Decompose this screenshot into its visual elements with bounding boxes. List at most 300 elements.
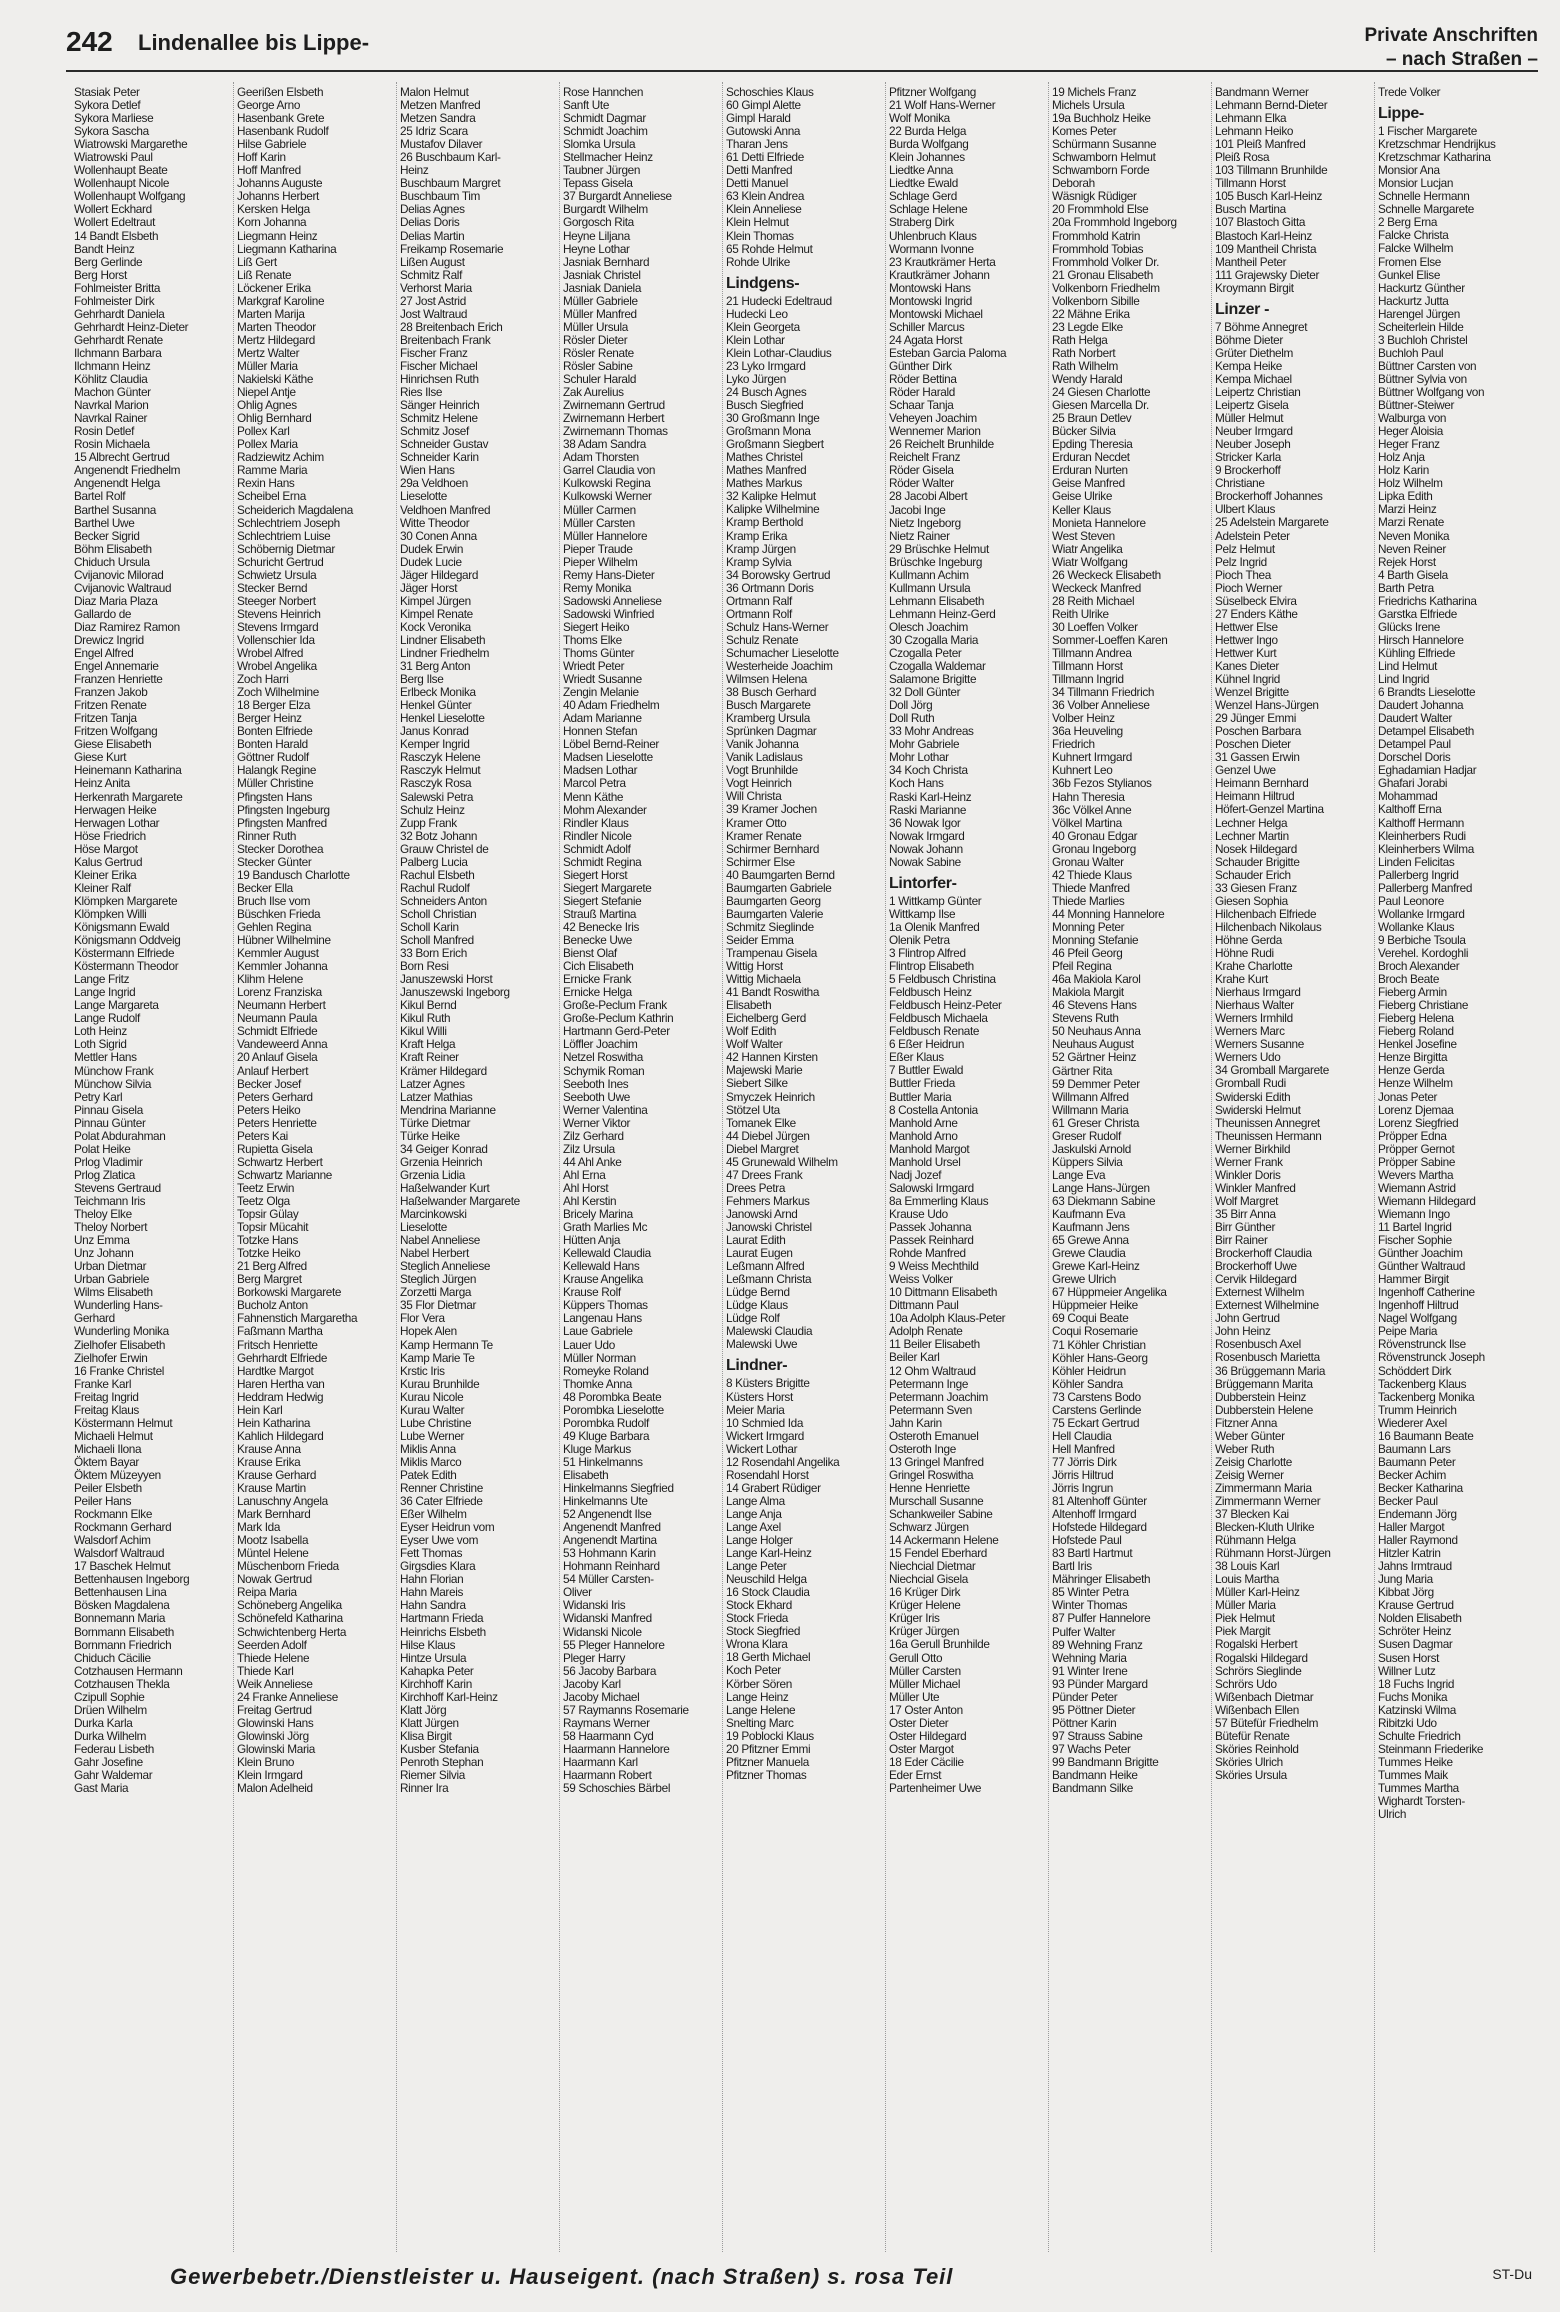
resident-entry: Snelting Marc — [726, 1715, 794, 1730]
resident-entry: Kluge Markus — [563, 1441, 631, 1456]
resident-entry: Werners Susanne — [1215, 1037, 1304, 1052]
resident-entry: Kemmler Johanna — [237, 959, 328, 974]
resident-entry: Bornmann Friedrich — [74, 1637, 172, 1652]
resident-entry: Majewski Marie — [726, 1063, 803, 1078]
resident-entry: Schmidt Joachim — [563, 124, 648, 139]
resident-entry: Jörris Hiltrud — [1052, 1467, 1114, 1482]
resident-entry: Grewe Claudia — [1052, 1246, 1126, 1261]
resident-entry: Neumann Herbert — [237, 998, 326, 1013]
resident-entry: Adam Marianne — [563, 711, 642, 726]
resident-entry: Fischer Sophie — [1378, 1233, 1452, 1248]
resident-entry: Louis Martha — [1215, 1572, 1279, 1587]
resident-entry: Pelz Helmut — [1215, 541, 1275, 556]
resident-entry: Weber Günter — [1215, 1428, 1285, 1443]
resident-entry: Klihm Helene — [237, 972, 303, 987]
resident-entry: Latzer Agnes — [400, 1076, 465, 1091]
resident-entry: Benecke Uwe — [563, 933, 632, 948]
resident-entry: Ilchmann Heinz — [74, 358, 151, 373]
resident-entry: Lange Hans-Jürgen — [1052, 1180, 1150, 1195]
resident-entry: Detti Manuel — [726, 176, 789, 191]
resident-entry: Mähringer Elisabeth — [1052, 1572, 1151, 1587]
resident-entry: Marzi Heinz — [1378, 502, 1437, 517]
resident-entry: Kemper Ingrid — [400, 737, 470, 752]
resident-entry: Zak Aurelius — [563, 385, 624, 400]
column-divider — [1211, 82, 1212, 2252]
resident-entry: 38 Louis Karl — [1215, 1559, 1280, 1574]
resident-entry: Laue Gabriele — [563, 1324, 633, 1339]
resident-entry: Haarmann Hannelore — [563, 1741, 670, 1756]
resident-entry: Wollert Edeltraut — [74, 215, 156, 230]
resident-entry: 107 Blastoch Gitta — [1215, 215, 1306, 230]
resident-entry: 15 Fendel Eberhard — [889, 1546, 987, 1561]
resident-entry: Oster Dieter — [889, 1715, 949, 1730]
resident-entry: Rasczyk Helmut — [400, 763, 481, 778]
resident-entry: Dorschel Doris — [1378, 750, 1451, 765]
resident-entry: Dittmann Paul — [889, 1298, 959, 1313]
resident-entry: Hinrichsen Ruth — [400, 372, 479, 387]
resident-entry: Schlage Gerd — [889, 189, 957, 204]
resident-entry: Körber Sören — [726, 1676, 792, 1691]
resident-entry: Müntel Helene — [237, 1546, 309, 1561]
resident-entry: Taubner Jürgen — [563, 163, 641, 178]
resident-entry: Mertz Hildegard — [237, 332, 316, 347]
resident-entry: Kullmann Achim — [889, 567, 969, 582]
resident-entry: Höse Friedrich — [74, 828, 146, 843]
resident-entry: Öktem Müzeyyen — [74, 1467, 161, 1482]
resident-entry: Monsior Ana — [1378, 163, 1440, 178]
resident-entry: Drüen Wilhelm — [74, 1702, 147, 1717]
resident-entry: Köstermann Helmut — [74, 1415, 173, 1430]
resident-entry: Nagel Wolfgang — [1378, 1311, 1457, 1326]
resident-entry: Renner Christine — [400, 1481, 483, 1496]
resident-entry: Rosendahl Horst — [726, 1467, 809, 1482]
resident-entry: Komes Peter — [1052, 124, 1117, 139]
resident-entry: Garrel Claudia von — [563, 463, 656, 478]
resident-entry: 34 Borowsky Gertrud — [726, 567, 831, 582]
resident-entry: 19a Buchholz Heike — [1052, 111, 1151, 126]
resident-entry: Zoch Harri — [237, 672, 289, 687]
resident-entry: Klein Thomas — [726, 228, 794, 243]
resident-entry: Wenzel Hans-Jürgen — [1215, 698, 1319, 713]
resident-entry: Lindner Elisabeth — [400, 632, 486, 647]
resident-entry: Pleiß Rosa — [1215, 150, 1270, 165]
resident-entry: Zielhofer Erwin — [74, 1350, 148, 1365]
resident-entry: Rath Wilhelm — [1052, 358, 1118, 373]
resident-entry: Cotzhausen Hermann — [74, 1663, 183, 1678]
resident-entry: Köhler Heidrun — [1052, 1363, 1126, 1378]
footer-code: ST-Du — [1492, 2266, 1532, 2282]
resident-entry: Widanski Iris — [563, 1598, 626, 1613]
resident-entry: 21 Hudecki Edeltraud — [726, 293, 832, 308]
resident-entry: Baumann Peter — [1378, 1454, 1456, 1469]
resident-entry: Raymans Werner — [563, 1715, 650, 1730]
resident-entry: Bonten Elfriede — [237, 724, 313, 739]
resident-entry: Schwietz Ursula — [237, 567, 317, 582]
resident-entry: 34 Koch Christa — [889, 763, 968, 778]
resident-entry: Berg Margret — [237, 1272, 302, 1287]
resident-entry: Kühnel Ingrid — [1215, 672, 1280, 687]
resident-entry: 3 Flintrop Alfred — [889, 946, 966, 960]
resident-entry: Köhler Sandra — [1052, 1376, 1123, 1391]
resident-entry: 20a Frommhold Ingeborg — [1052, 215, 1177, 230]
resident-entry: Burgardt Wilhelm — [563, 202, 648, 217]
resident-entry: Malewski Claudia — [726, 1324, 813, 1339]
resident-entry: Pfitzner Wolfgang — [889, 86, 976, 99]
directory-column — [1215, 86, 1373, 1782]
resident-entry: Malon Adelheid — [237, 1781, 313, 1796]
resident-entry: 37 Blecken Kai — [1215, 1507, 1289, 1522]
resident-entry: Lind Ingrid — [1378, 672, 1430, 687]
resident-entry: Teichmann Iris — [74, 1193, 146, 1208]
resident-entry: Fischer Franz — [400, 345, 468, 360]
resident-entry: Kramer Otto — [726, 815, 787, 830]
resident-entry: Burda Wolfgang — [889, 137, 969, 152]
resident-entry: Externest Wilhelmine — [1215, 1298, 1319, 1313]
resident-entry: Gahr Waldemar — [74, 1768, 153, 1783]
resident-entry: Zengin Melanie — [563, 685, 639, 700]
resident-entry: 17 Baschek Helmut — [74, 1559, 171, 1574]
resident-entry: Rejek Horst — [1378, 554, 1436, 569]
resident-entry: Türke Heike — [400, 1128, 460, 1143]
resident-entry: 46a Makiola Karol — [1052, 972, 1141, 987]
resident-entry: Kahapka Peter — [400, 1663, 474, 1678]
resident-entry: 19 Michels Franz — [1052, 86, 1137, 99]
resident-entry: Hettwer Kurt — [1215, 645, 1277, 660]
resident-entry: 48 Porombka Beate — [563, 1389, 662, 1404]
resident-entry: Höhne Gerda — [1215, 932, 1282, 947]
resident-entry: Heger Aloisia — [1378, 424, 1443, 439]
resident-entry: Koch Peter — [726, 1663, 781, 1678]
section-title-line2: – nach Straßen – — [1385, 49, 1538, 70]
resident-entry: Fitzner Anna — [1215, 1415, 1278, 1430]
resident-entry: Klein Irmgard — [237, 1768, 303, 1783]
resident-entry: Schmitz Sieglinde — [726, 919, 814, 934]
resident-entry: Ernicke Frank — [563, 972, 632, 987]
resident-entry: Monsior Lucjan — [1378, 176, 1454, 191]
directory-column — [74, 86, 232, 1795]
resident-entry: Willner Lutz — [1378, 1663, 1436, 1678]
resident-entry: Erduran Necdet — [1052, 450, 1130, 465]
resident-entry: Lehmann Heiko — [1215, 124, 1294, 139]
resident-entry: Oster Hildegard — [889, 1728, 967, 1743]
resident-entry: 30 Großmann Inge — [726, 411, 820, 426]
resident-entry: 29a Veldhoen — [400, 476, 468, 491]
resident-entry: Niechcial Dietmar — [889, 1559, 976, 1574]
resident-entry: Detampel Paul — [1378, 737, 1451, 752]
resident-entry: Deborah — [1052, 176, 1095, 191]
resident-entry: 18 Fuchs Ingrid — [1378, 1676, 1455, 1691]
resident-entry: Doll Ruth — [889, 711, 935, 726]
resident-entry: Mark Bernhard — [237, 1507, 311, 1522]
resident-entry: Wollanke Klaus — [1378, 919, 1455, 934]
resident-entry: Rogalski Herbert — [1215, 1637, 1298, 1652]
resident-entry: Kuhnert Irmgard — [1052, 750, 1132, 765]
resident-entry: Tepass Gisela — [563, 176, 633, 191]
directory-column — [1378, 86, 1536, 1821]
resident-entry: Osteroth Emanuel — [889, 1428, 979, 1443]
resident-entry: Giesen Marcella Dr. — [1052, 398, 1149, 413]
street-heading: Linzer - — [1215, 300, 1270, 318]
resident-entry: Rösler Renate — [563, 345, 634, 360]
resident-entry: 23 Lyko Irmgard — [726, 358, 806, 373]
resident-entry: Nowak Sabine — [889, 854, 961, 869]
resident-entry: Hilchenbach Nikolaus — [1215, 919, 1322, 934]
resident-entry: Katzinski Wilma — [1378, 1702, 1456, 1717]
resident-entry: Ernicke Helga — [563, 985, 632, 1000]
resident-entry: Rösler Dieter — [563, 332, 628, 347]
resident-entry: Schwarz Jürgen — [889, 1520, 969, 1535]
resident-entry: Gehrhardt Daniela — [74, 306, 165, 321]
resident-entry: Cervik Hildegard — [1215, 1272, 1297, 1287]
resident-entry: 26 Reichelt Brunhilde — [889, 437, 994, 452]
resident-entry: 63 Diekmann Sabine — [1052, 1193, 1156, 1208]
resident-entry: Berg Horst — [74, 267, 127, 282]
resident-entry: Ohlig Agnes — [237, 398, 297, 413]
resident-entry: Langenau Hans — [563, 1311, 642, 1326]
resident-entry: Buschbaum Margret — [400, 176, 501, 191]
resident-entry: Krahe Kurt — [1215, 972, 1268, 987]
resident-entry: Fritzen Wolfgang — [74, 724, 158, 739]
resident-entry: Olenik Petra — [889, 932, 950, 947]
resident-entry: Jacobi Inge — [889, 502, 946, 517]
resident-entry: Jung Maria — [1378, 1572, 1433, 1587]
resident-entry: Höhne Rudi — [1215, 946, 1274, 960]
resident-entry: Hütten Anja — [563, 1233, 621, 1248]
resident-entry: Marcinkowski — [400, 1207, 467, 1222]
resident-entry: Wighardt Torsten- — [1378, 1794, 1465, 1809]
resident-entry: 18 Eder Cäcilie — [889, 1754, 964, 1769]
resident-entry: Krause Angelika — [563, 1272, 644, 1287]
resident-entry: 34 Geiger Konrad — [400, 1141, 488, 1156]
resident-entry: Gehlen Regina — [237, 920, 312, 934]
resident-entry: Liß Renate — [237, 267, 292, 282]
resident-entry: Schrörs Udo — [1215, 1676, 1277, 1691]
resident-entry: Stevens Heinrich — [237, 606, 321, 621]
resident-entry: Petermann Inge — [889, 1376, 969, 1391]
resident-entry: 33 Mohr Andreas — [889, 724, 974, 739]
resident-entry: Murschall Susanne — [889, 1493, 984, 1508]
resident-entry: Schlage Helene — [889, 202, 968, 217]
resident-entry: Jasniak Daniela — [563, 280, 642, 295]
resident-entry: Fohlmeister Britta — [74, 280, 161, 295]
resident-entry: Bettenhausen Lina — [74, 1585, 167, 1600]
resident-entry: Jaskulski Arnold — [1052, 1141, 1131, 1156]
resident-entry: 16a Gerull Brunhilde — [889, 1637, 990, 1652]
resident-entry: Siegert Horst — [563, 867, 628, 882]
resident-entry: Rockmann Elke — [74, 1507, 153, 1522]
resident-entry: Klein Georgeta — [726, 319, 800, 334]
resident-entry: Ahl Kerstin — [563, 1193, 617, 1208]
resident-entry: Büttner Wolfgang von — [1378, 384, 1485, 399]
resident-entry: Brüschke Ingeburg — [889, 554, 983, 569]
resident-entry: Seeboth Uwe — [563, 1089, 630, 1104]
resident-entry: Vandeweerd Anna — [237, 1037, 328, 1052]
resident-entry: Remy Hans-Dieter — [563, 567, 655, 582]
resident-entry: Volkenborn Friedhelm — [1052, 280, 1160, 295]
resident-entry: 28 Breitenbach Erich — [400, 319, 503, 334]
resident-entry: Grewe Ulrich — [1052, 1272, 1116, 1287]
resident-entry: 109 Mantheil Christa — [1215, 241, 1317, 256]
resident-entry: 30 Czogalla Maria — [889, 632, 979, 647]
resident-entry: Hirsch Hannelore — [1378, 632, 1464, 647]
resident-entry: 42 Thiede Klaus — [1052, 867, 1132, 882]
resident-entry: Müller Maria — [1215, 1598, 1276, 1613]
resident-entry: Bösken Magdalena — [74, 1598, 170, 1613]
resident-entry: Sänger Heinrich — [400, 398, 480, 413]
resident-entry: 33 Born Erich — [400, 946, 467, 961]
resident-entry: Volkenborn Sibille — [1052, 293, 1140, 308]
resident-entry: Schönefeld Katharina — [237, 1611, 343, 1626]
resident-entry: 35 Flor Dietmar — [400, 1298, 477, 1313]
resident-entry: Friedrichs Katharina — [1378, 593, 1477, 608]
resident-entry: Zimmermann Werner — [1215, 1493, 1321, 1508]
resident-entry: Broch Alexander — [1378, 959, 1460, 974]
resident-entry: Hofstede Hildegard — [1052, 1520, 1147, 1535]
resident-entry: Wormann Ivonne — [889, 241, 974, 256]
resident-entry: Hoff Karin — [237, 150, 286, 165]
resident-entry: Bettenhausen Ingeborg — [74, 1572, 190, 1587]
resident-entry: Sommer-Loeffen Karen — [1052, 632, 1168, 647]
resident-entry: Cich Elisabeth — [563, 959, 634, 974]
resident-entry: Rohde Ulrike — [726, 254, 790, 269]
resident-entry: Wollenhaupt Wolfgang — [74, 189, 186, 204]
resident-entry: Volber Heinz — [1052, 711, 1115, 726]
resident-entry: Kalthoff Hermann — [1378, 815, 1464, 830]
resident-entry: Gromball Rudi — [1215, 1076, 1286, 1091]
resident-entry: Wrona Klara — [726, 1637, 788, 1652]
resident-entry: 40 Gronau Edgar — [1052, 828, 1138, 843]
resident-entry: Pioch Werner — [1215, 580, 1283, 595]
resident-entry: 42 Benecke Iris — [563, 920, 640, 934]
resident-entry: Bornmann Elisabeth — [74, 1624, 174, 1639]
resident-entry: Feldbusch Heinz-Peter — [889, 998, 1002, 1013]
resident-entry: Halangk Regine — [237, 763, 317, 778]
resident-entry: Tummes Maik — [1378, 1767, 1448, 1782]
resident-entry: Hopek Alen — [400, 1324, 457, 1339]
resident-entry: 25 Braun Detlev — [1052, 411, 1132, 426]
resident-entry: Lube Werner — [400, 1428, 465, 1443]
resident-entry: Glowinski Hans — [237, 1715, 314, 1730]
resident-entry: Kroymann Birgit — [1215, 280, 1294, 295]
resident-entry: Vanik Johanna — [726, 737, 799, 752]
resident-entry: Wickert Lothar — [726, 1441, 798, 1456]
resident-entry: Müller Ute — [889, 1689, 940, 1704]
resident-entry: Dudek Lucie — [400, 554, 462, 569]
resident-entry: Scheibel Erna — [237, 489, 306, 504]
resident-entry: Büttner-Steiwer — [1378, 398, 1455, 413]
resident-entry: Pollex Karl — [237, 424, 290, 439]
resident-entry: Jonas Peter — [1378, 1089, 1438, 1104]
resident-entry: Röder Walter — [889, 476, 954, 491]
resident-entry: 36 Ortmann Doris — [726, 580, 814, 595]
resident-entry: Kurau Walter — [400, 1402, 465, 1417]
resident-entry: Reith Ulrike — [1052, 606, 1109, 621]
resident-entry: Schulz Heinz — [400, 802, 465, 817]
resident-entry: Peters Henriette — [237, 1115, 317, 1130]
resident-entry: Gringel Roswitha — [889, 1467, 974, 1482]
resident-entry: 10 Dittmann Elisabeth — [889, 1285, 998, 1300]
resident-entry: Laurat Eugen — [726, 1246, 793, 1261]
column-divider — [722, 82, 723, 2252]
resident-entry: 91 Winter Irene — [1052, 1663, 1128, 1678]
resident-entry: Cotzhausen Thekla — [74, 1676, 170, 1691]
resident-entry: Gallardo de — [74, 606, 132, 621]
resident-entry: Fehmers Markus — [726, 1193, 810, 1208]
resident-entry: Liegmann Katharina — [237, 241, 337, 256]
resident-entry: Westerheide Joachim — [726, 658, 833, 673]
resident-entry: Heyne Lothar — [563, 241, 630, 256]
resident-entry: Öktem Bayar — [74, 1454, 139, 1469]
resident-entry: Fieberg Christiane — [1378, 998, 1469, 1013]
resident-entry: Drees Petra — [726, 1180, 786, 1195]
resident-entry: Gunkel Elise — [1378, 267, 1441, 282]
resident-entry: Scheiderich Magdalena — [237, 502, 353, 517]
resident-entry: Schiller Marcus — [889, 319, 965, 334]
resident-entry: Grüter Diethelm — [1215, 345, 1294, 360]
resident-entry: 97 Wachs Peter — [1052, 1741, 1131, 1756]
resident-entry: Leipertz Christian — [1215, 384, 1301, 399]
resident-entry: Pioch Thea — [1215, 567, 1271, 582]
resident-entry: Kikul Willi — [400, 1024, 447, 1039]
resident-entry: Jost Waltraud — [400, 306, 468, 321]
resident-entry: 21 Wolf Hans-Werner — [889, 98, 996, 113]
resident-entry: Köhlitz Claudia — [74, 372, 148, 387]
resident-entry: Kühling Elfriede — [1378, 645, 1456, 660]
resident-entry: Durka Wilhelm — [74, 1728, 147, 1743]
resident-entry: 77 Jörris Dirk — [1052, 1454, 1117, 1469]
directory-column — [563, 86, 721, 1795]
resident-entry: Wennemer Marion — [889, 424, 981, 439]
resident-entry: 46 Pfeil Georg — [1052, 946, 1123, 961]
resident-entry: 36 Cater Elfriede — [400, 1494, 483, 1509]
resident-entry: Rühmann Helga — [1215, 1533, 1296, 1548]
resident-entry: 89 Wehning Franz — [1052, 1637, 1143, 1652]
resident-entry: John Gertrud — [1215, 1311, 1280, 1326]
section-title — [1364, 24, 1538, 72]
resident-entry: Winter Thomas — [1052, 1598, 1128, 1613]
resident-entry: Raski Marianne — [889, 802, 967, 817]
directory-column — [726, 86, 884, 1782]
resident-entry: Gehrhardt Elfriede — [237, 1350, 328, 1365]
resident-entry: Göttner Rudolf — [237, 750, 309, 765]
resident-entry: Elisabeth — [563, 1467, 609, 1482]
resident-entry: Böhme Dieter — [1215, 332, 1283, 347]
resident-entry: Mathes Christel — [726, 450, 803, 465]
resident-entry: Schankweiler Sabine — [889, 1507, 993, 1522]
resident-entry: Klömpken Willi — [74, 906, 147, 921]
resident-entry: Marzi Renate — [1378, 515, 1444, 530]
resident-entry: 44 Monning Hannelore — [1052, 906, 1165, 921]
resident-entry: Passek Johanna — [889, 1219, 972, 1234]
resident-entry: Wiemann Hildegard — [1378, 1193, 1476, 1208]
resident-entry: 16 Franke Christel — [74, 1363, 165, 1378]
resident-entry: Flintrop Elisabeth — [889, 959, 974, 974]
resident-entry: Gehrhardt Renate — [74, 332, 163, 347]
resident-entry: Lange Ingrid — [74, 985, 136, 1000]
resident-entry: Pröpper Gernot — [1378, 1141, 1455, 1156]
resident-entry: Totzke Hans — [237, 1233, 299, 1248]
resident-entry: Herwagen Heike — [74, 802, 157, 817]
resident-entry: Türke Dietmar — [400, 1115, 471, 1130]
resident-entry: Lechner Helga — [1215, 815, 1288, 830]
resident-entry: 50 Neuhaus Anna — [1052, 1024, 1141, 1039]
resident-entry: Feldbusch Michaela — [889, 1011, 988, 1026]
resident-entry: 39 Kramer Jochen — [726, 802, 817, 817]
resident-entry: 83 Bartl Hartmut — [1052, 1546, 1133, 1561]
resident-entry: 59 Schoschies Bärbel — [563, 1781, 671, 1796]
resident-entry: Chiduch Cäcilie — [74, 1650, 151, 1665]
resident-entry: Berg Ilse — [400, 672, 444, 687]
